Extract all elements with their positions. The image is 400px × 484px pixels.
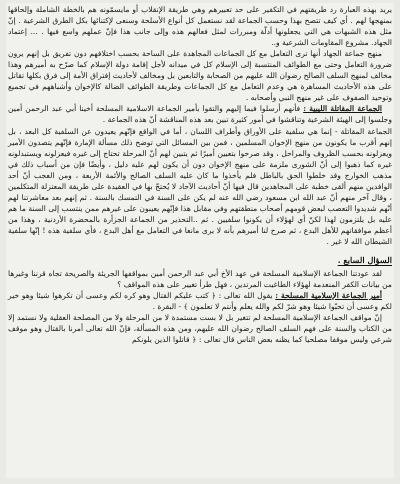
section-heading-question-seven: السؤال السابع . <box>337 255 392 266</box>
paragraph-6 <box>8 290 392 312</box>
paragraph-6-text: يقول الله تعالى : ﴿ كتب عليكم القتال وهو كره لكم وعسى أن تكرهوا شيئا وهو خير لكم وعسى أن تحبّوا شيئا وهو شرّ لكم والله يعلم وأنتم لا تعلمون ﴾ - البقرة . <box>8 291 392 312</box>
paragraph-1: يريد بهذه العبارة رد طريقتهم في التكفير على حد تعبيرهم وهي طريقة الإنقلاب أو مايسمّونه هم بالخطة الشاملة وإلحاقها بمنهجها لهم . أي كيف تتصح بهذا وحسب الجماعة لقد نستعمل كل أنواع الأسلحة وسنعى لإكتنائها بكل الطرق الشرعية . إنّ مثل هذه الشبهات هي التي يجعلونها أدلّة ومبررات لمثل فعالهم هذه وإلى جانب هذا فإنّ عملهم واسع فيها . ... إعتماد الجهاد. مشروع المقاومات الشرعية و.. <box>8 5 392 48</box>
inline-heading-libyan-group: الجماعة المقاتلة الليبية : <box>303 104 382 114</box>
paragraph-5: لقد عودتنا الجماعة الإسلامية المسلحة في عهد الأخ أبي عبد الرحمن أمين بمواقفها الجريئة والصريحة تجاه قرننا وغيرها من بيانات الكفر المنعدمة لهؤلاء الطاغيت المرتدين ، فهل طرأ تغيير على هذه المواقف ؟ <box>8 269 392 290</box>
paragraph-7: إنّ مواقف الجماعة الإسلامية المسلحة لم تتغير بل لا بست مستمدة لا من المرحلة ولا من المصلحة العقلية ولا نستمد إلا من الكتاب والسنة على فهم السلف الصالح رضوان الله عليهم، ومن هذه المسألة، فإنّ الله تعالى أمرنا بالقتال وهو موقف شرعي وليس موقفا مصلحيا كما يظنه بعض الناس قال تعالى : ﴿ قاتلوا الذين يلونكم <box>8 313 392 345</box>
paragraph-3-text: فأنهم أرسلوا فيما إليهم والتقوا بأمير الجماعة الاسلامية المسلحة أخينا أبي عبد الرحمن أمين وجلسوا إلى الهيئة الشرعية وتناقشوا في أمور كثيرة تبين بعد هذه المناقشة أنّ هذه الجماعة . <box>8 104 392 125</box>
section-gap <box>8 247 392 252</box>
paragraph-2: منهج جماعة الجهاد أنها ترى التعامل مع كل الجماعات المجاهدة على الساحة بحسب اختلافهم دون تفريق بل إنهم يرون ضرورة التعامل وحتى مع الطوائف المنتسبة إلى الإسلام كل في ميدانه لأجل إقامة دولة الإسلام كما صرّح به أميرهم وهذا مخالف لمنهج السلف الصالح رضوان الله عليهم من الصحابة والتابعين بل ومخالف لأحاديث إفتراق الأمة إلى فرق بكلها تقاتل على هذه الأحاديث المساهرة هي وعدم التعامل مع كل الجماعات وطريقة الطوائف الضالة كالإخوان وأشباههم في تجميع وتوحيد الصفوف على غير منهج النبي وأصحابه . <box>8 49 392 103</box>
paragraph-4: الجماعة المقاتلة - إنما هي سلفية على الأوراق وأطراف اللسان ، أما في الواقع فإنّهم يعيدون عن السلفية كل البعد ، بل إنهم أقرب ما يكونون من منهج الإخوان المسلمين ، فمن بين المسائل التي توضح ذلك مسألة الإمارة فإنّهم يتصدون الأمير ويعزلونه بحسب الظروف والمراحل ، وقد صرحوا بتعيين أميرًا ثم يتبين لهم أنّ المرحلة تحتاج إلى غيره فيعزلونه ويستبدلونه غيره كما ذهبوا إلى أنّ الشورى ملزمة على منهج الإخوان دون أن يكون لهم عليه دليل ، وأيضًا فإن من أسباب ذلك في مذهب الخوارج وقد خلطوا الحق بالباطل فلم يأخذوا ما كان عليه السلف الصالح والأئمة الأربعة ، ومن العجب أنّ أحد الوافدين منهم ألقى خطبة على المجاهدين قال فيها أنّ أحاديث الآحاد لا يُحتجّ بها في العقيدة على طريقة المعتزلة المتكلمين ، وقال آخر منهم أنّ عبد الله ابن مسعود رضي الله عنه لم يكن على السنة في التمسك بالسنة . ثم إنهم بعد معاشرتنا لهم أنّهم شديدوا التعصب لبعض قومهم أصحاب منطقتهم وفي مقابل هذا فإنّهم يعيبون على غيرهم ممن ينتسب إلى السنة ما هم عليه بل يلتزمون لهذا لكنّ أي لهؤلاء أن يكونوا سلفيين . ثم ..التحذير من الجماعة الجزأرة بالمحضرة الأردنية ، وهذا من أعظم موافقاتهم للأهل البدع ، ثم صرح لنا أميرهم بأنه لا يرى مانعا في التعامل مع أهل البدع ، فأي سلفية هذه ! إنّها سلفية الشيطان الله لا غير . <box>8 126 392 246</box>
inline-heading-gia-emir: أمير الجماعة الإسلامية المسلحة : <box>275 291 383 301</box>
paragraph-3 <box>8 103 392 125</box>
document-page <box>6 3 394 478</box>
